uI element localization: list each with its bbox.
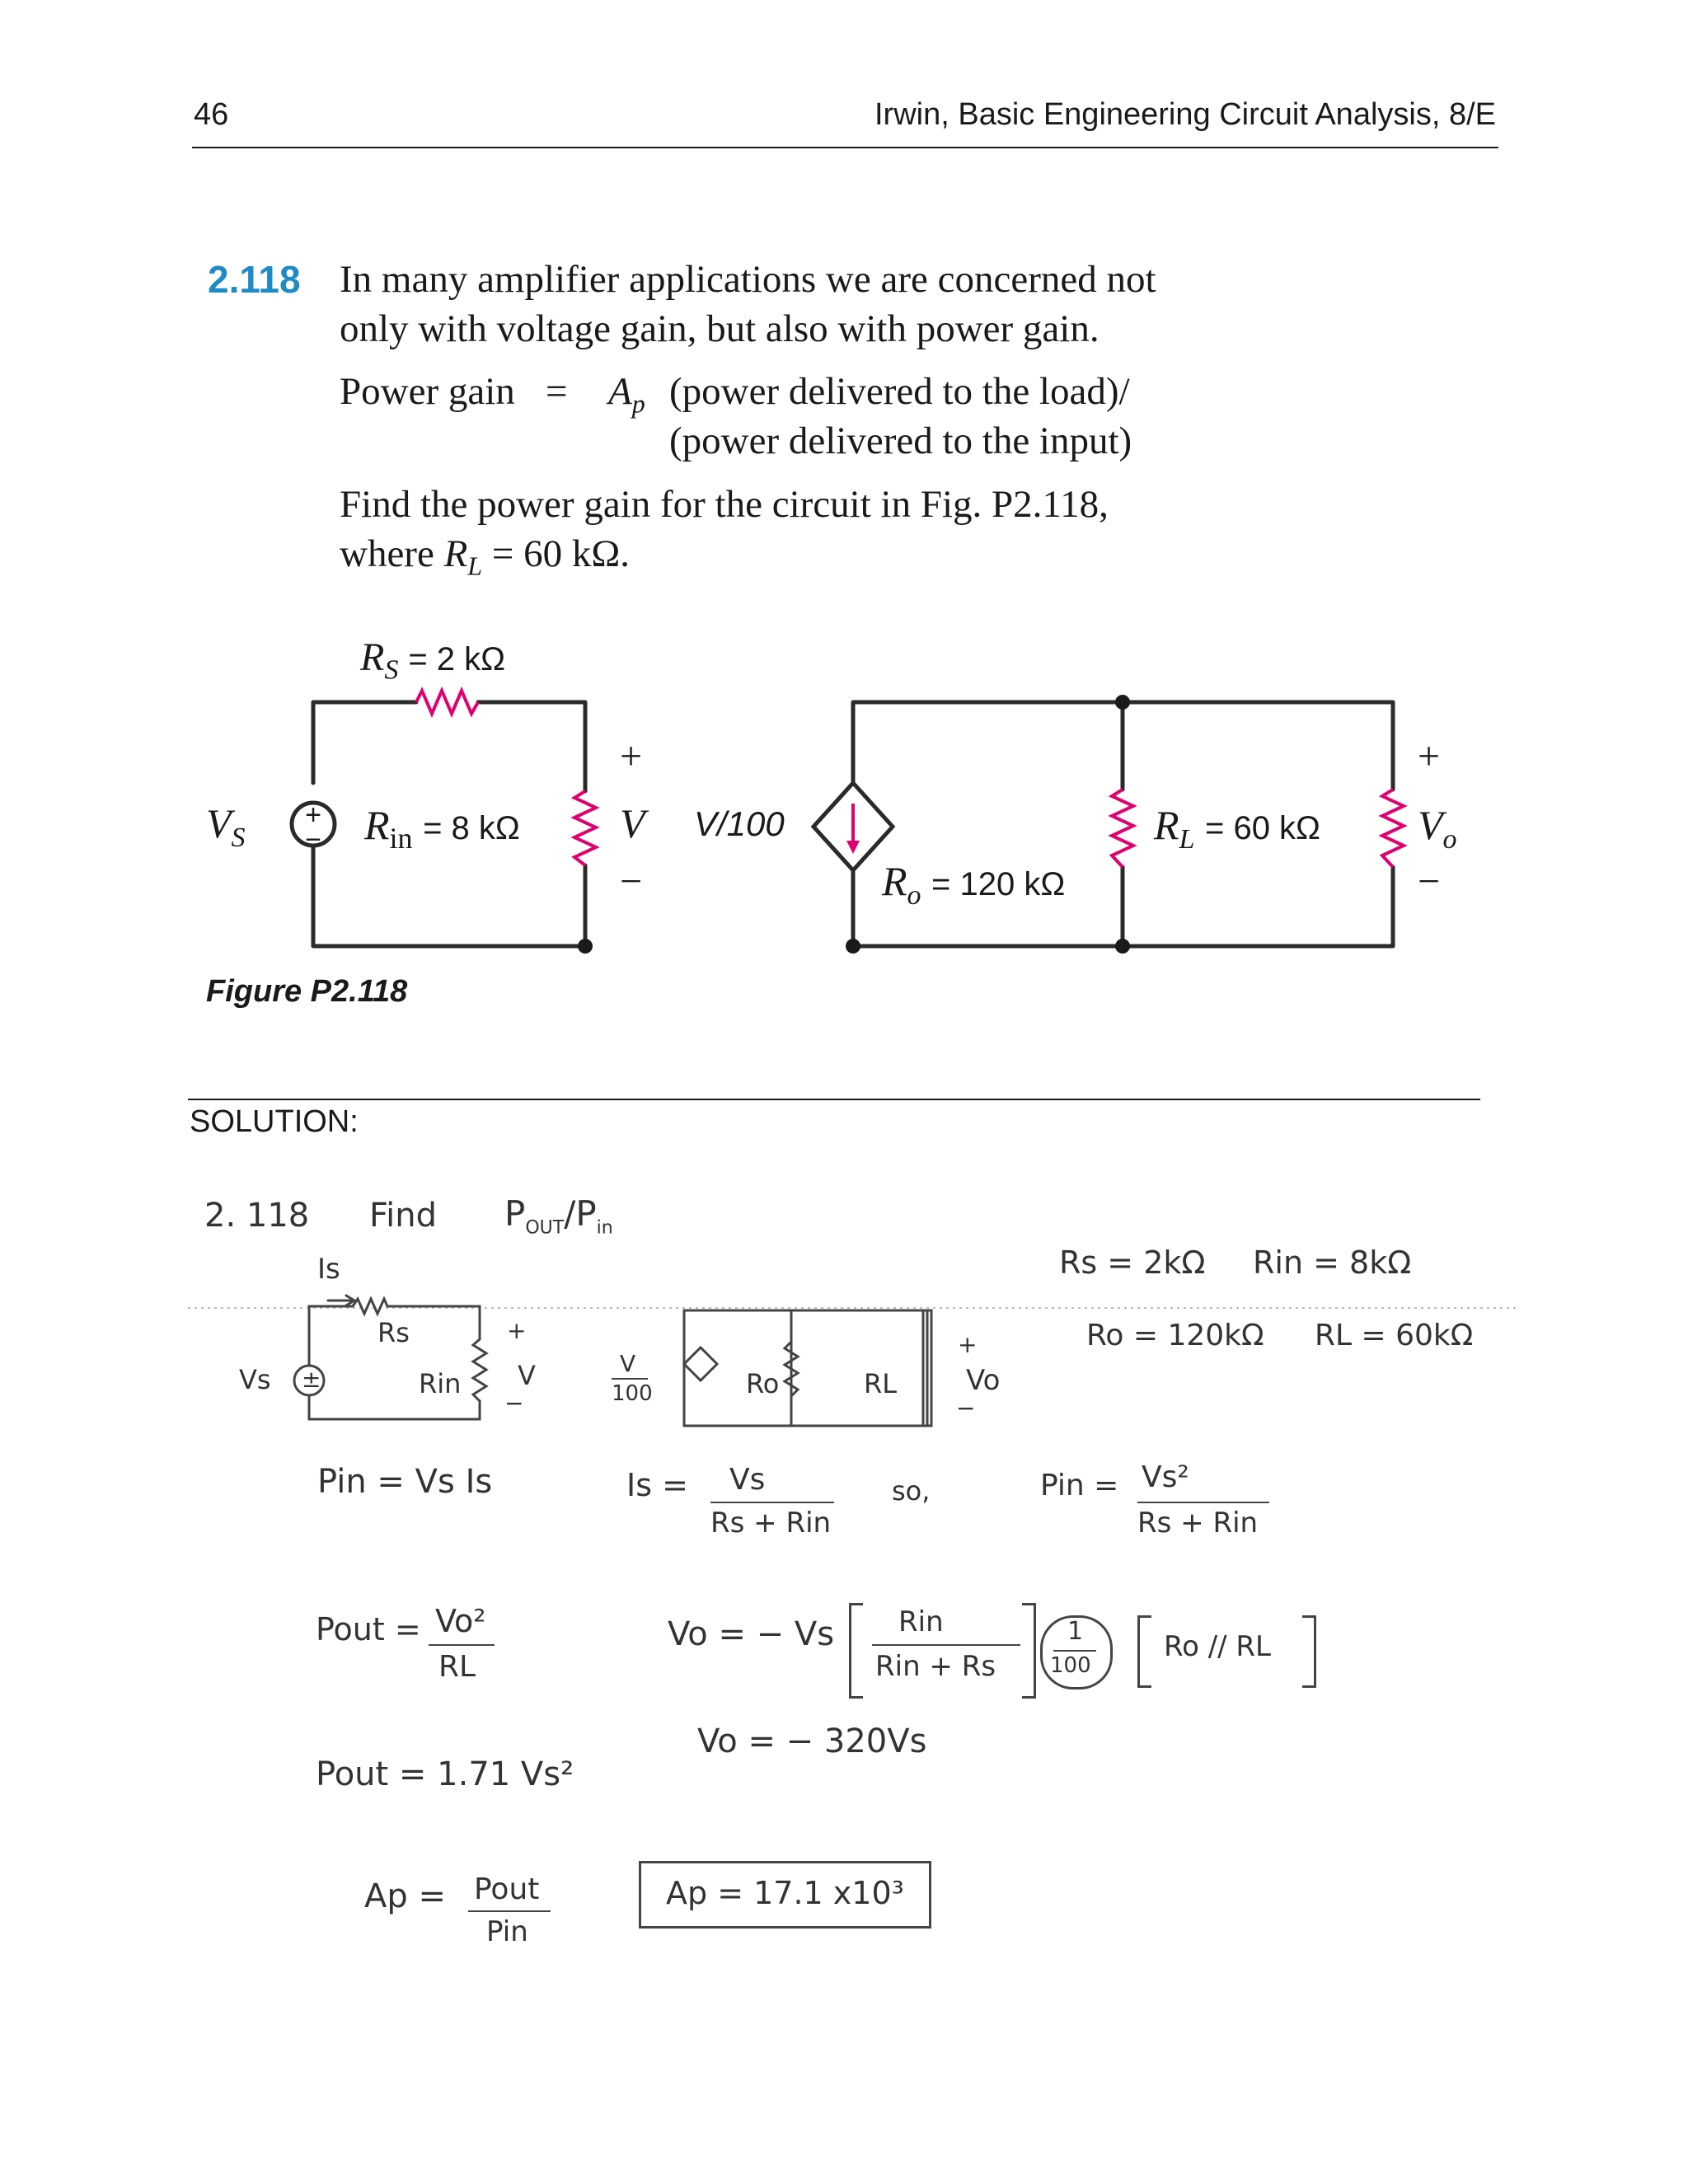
solution-heading: SOLUTION:: [190, 1104, 359, 1139]
sketch-dep-den: 100: [612, 1381, 653, 1406]
eq-is-lhs: Is =: [626, 1467, 688, 1503]
eq-is-den: Rs + Rin: [710, 1507, 832, 1540]
junction-dot: [1115, 695, 1130, 710]
rl-label: $R_L = 60$ kΩ: [1154, 802, 1320, 855]
given-rin: Rin = 8kΩ: [1253, 1244, 1412, 1281]
power-gain-equals: =: [546, 370, 568, 413]
source-minus: −: [305, 824, 321, 855]
power-gain-denominator: (power delivered to the input): [669, 419, 1132, 462]
power-gain-symbol: $A_p$: [608, 370, 645, 419]
eq-pout2: Pout = 1.71 Vs²: [316, 1755, 574, 1793]
sketch-minus: −: [504, 1390, 524, 1417]
sketch-vo-plus: +: [958, 1331, 978, 1358]
eq-pin2-num: Vs²: [1142, 1460, 1189, 1494]
eq-vo-gain-den: 100: [1050, 1653, 1091, 1678]
ro-label: $R_o = 120$ kΩ: [882, 858, 1066, 911]
sketch-rs: Rs: [377, 1317, 410, 1348]
rin-resistor: [574, 791, 596, 865]
eq-ap-lhs: Ap =: [364, 1877, 446, 1915]
eq-so: so,: [892, 1475, 931, 1507]
problem-number: 2.118: [208, 258, 301, 301]
sketch-vo: Vo: [966, 1364, 1001, 1397]
v-label: V: [620, 800, 645, 846]
eq-vo-gain-num: 1: [1067, 1617, 1084, 1646]
dependent-source-label: V/100: [694, 804, 785, 843]
eq-vo-par: Ro // RL: [1164, 1630, 1271, 1663]
power-gain-numerator: (power delivered to the load)/: [669, 370, 1130, 413]
eq-pin: Pin = Vs Is: [317, 1463, 493, 1501]
power-gain-label: Power gain: [340, 370, 515, 413]
vo-label: $V_o$: [1418, 802, 1457, 855]
vs-label: $V_S$: [206, 800, 246, 853]
junction-dot: [578, 939, 593, 954]
eq-is-num: Vs: [729, 1463, 766, 1497]
v-plus: +: [620, 734, 643, 778]
eq-pin2-lhs: Pin =: [1040, 1469, 1119, 1502]
given-rl: RL = 60kΩ: [1315, 1319, 1474, 1352]
rs-resistor: [416, 691, 478, 714]
final-answer-box: [639, 1861, 931, 1929]
junction-dot: [846, 939, 860, 954]
rs-label: $R_S = 2$ kΩ: [360, 635, 506, 686]
eq-vo-gain-bar: [1053, 1650, 1096, 1652]
sketch-rin: Rin: [419, 1368, 462, 1399]
eq-pin2-den: Rs + Rin: [1137, 1507, 1259, 1540]
rl-resistor: [1112, 790, 1133, 867]
eq-vo-lhs: Vo = − Vs: [668, 1615, 835, 1653]
v-minus: −: [620, 860, 643, 903]
problem-intro-line2: only with voltage gain, but also with power gain.: [340, 307, 1100, 350]
vo-resistor: [1382, 790, 1404, 867]
eq-vo-frac-bar: [872, 1644, 1020, 1646]
eq-pout-num: Vo²: [435, 1603, 486, 1639]
eq-is-bar: [710, 1502, 834, 1503]
eq-pout-bar: [429, 1644, 495, 1646]
figure-caption: Figure P2.118: [206, 974, 408, 1009]
eq-ap-num: Pout: [474, 1872, 540, 1906]
given-rs: Rs = 2kΩ: [1059, 1244, 1206, 1281]
eq-vo-frac-den: Rin + Rs: [875, 1650, 996, 1683]
rin-label: $R_{in} = 8$ kΩ: [364, 802, 520, 855]
problem-intro-line1: In many amplifier applications we are concerned not: [340, 258, 1156, 301]
eq-pin2-bar: [1137, 1502, 1269, 1503]
sketch-v: V: [518, 1360, 536, 1391]
sketch-dep-bar: [612, 1378, 648, 1380]
solution-rule: [188, 1099, 1480, 1100]
vo-plus: +: [1418, 734, 1441, 778]
problem-find-line2: where $R_L = 60$ kΩ.: [340, 532, 631, 581]
sketch-ro: Ro: [746, 1368, 780, 1399]
eq-pout-den: RL: [438, 1650, 476, 1684]
eq-ap-den: Pin: [486, 1915, 528, 1948]
eq-ap-bar: [468, 1910, 551, 1912]
rl-symbol: $R_L$: [443, 532, 483, 581]
sketch-vo-minus: −: [956, 1394, 976, 1422]
junction-dot: [1115, 939, 1130, 954]
source-plus: +: [305, 799, 321, 831]
hand-circuit-sketch: [0, 1236, 1688, 1451]
book-title: Irwin, Basic Engineering Circuit Analysis, 8/E: [874, 97, 1496, 132]
sketch-dep-num: V: [620, 1350, 636, 1377]
eq-vo-frac-num: Rin: [898, 1605, 944, 1638]
eq-vo-bracket-left: [849, 1603, 863, 1699]
eq-vo2: Vo = − 320Vs: [697, 1722, 927, 1760]
page-number: 46: [194, 97, 229, 132]
sketch-plus: +: [507, 1317, 527, 1344]
hw-problem-number: 2. 118: [204, 1197, 310, 1235]
eq-vo-par-bracket-left: [1137, 1615, 1151, 1688]
hw-find-expression: $P_{OUT}/P_{in}$: [504, 1193, 613, 1239]
sketch-source: ±: [302, 1366, 321, 1393]
sketch-is: Is: [317, 1253, 340, 1286]
given-ro: Ro = 120kΩ: [1086, 1319, 1264, 1352]
sketch-vs: Vs: [239, 1364, 271, 1395]
final-answer: Ap = 17.1 x10³: [666, 1875, 904, 1911]
hw-find: Find: [369, 1197, 437, 1235]
sketch-rl: RL: [864, 1368, 898, 1399]
eq-vo-par-bracket-right: [1302, 1615, 1316, 1688]
problem-find-line1: Find the power gain for the circuit in Fig. P2.118,: [340, 483, 1109, 526]
eq-pout-lhs: Pout =: [316, 1611, 421, 1647]
vo-minus: −: [1418, 860, 1441, 903]
eq-vo-bracket-right: [1022, 1603, 1036, 1699]
